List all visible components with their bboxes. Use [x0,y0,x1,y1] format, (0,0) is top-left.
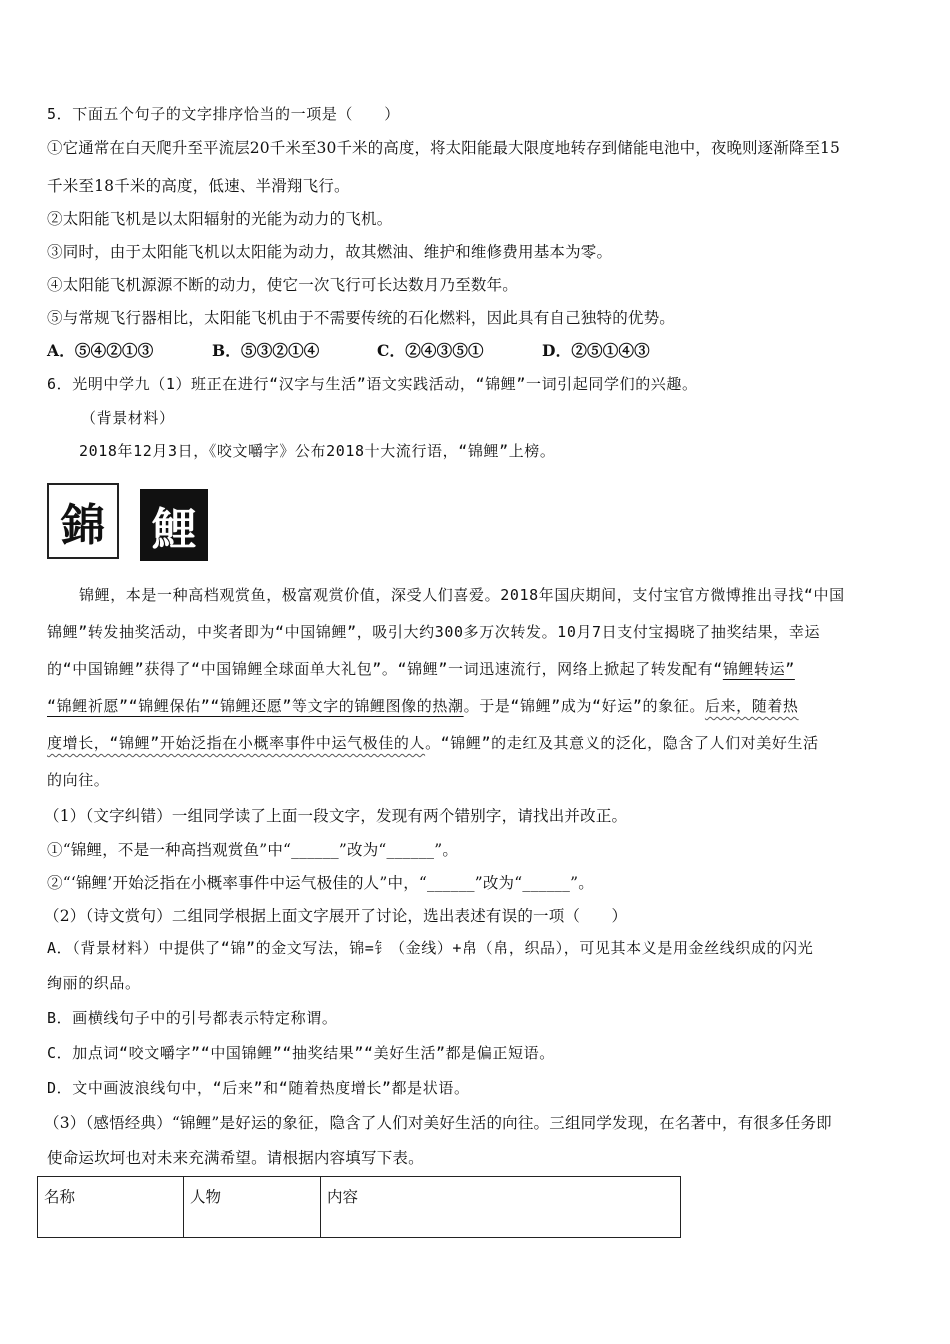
table-row [38,1177,681,1238]
table-header-name: 名称 [38,1177,184,1238]
table-header-content: 内容 [321,1177,681,1238]
answer-table [37,1176,681,1238]
q5-options [47,339,707,361]
underlined-sentence: “锦鲤祈愿”“锦鲤保佑”“锦鲤还愿”等文字的锦鲤图像的热潮 [47,697,464,715]
q5-sentence-1-line-1: ①它通常在白天爬升至平流层20千米至30千米的高度，将太阳能最大限度地转存到储能电池中，夜晚则逐渐降至15 [47,139,840,157]
seal-li-glyph: 鯉 [152,504,196,555]
seal-jin-glyph: 錦 [61,500,105,551]
sub1-item-b: ②“‘锦鲤’开始泛指在小概率事件中运气极佳的人”中，“______”改为“______”。 [47,874,594,892]
sub2-option-c: C．加点词“咬文嚼字”“中国锦鲤”“抽奖结果”“美好生活”都是偏正短语。 [47,1044,555,1062]
q5-option-c[interactable]: C．②④③⑤① [377,341,484,360]
background-material-line: 2018年12月3日，《咬文嚼字》公布2018十大流行语，“锦鲤”上榜。 [79,442,556,460]
sub2-option-b: B．画横线句子中的引号都表示特定称谓。 [47,1009,338,1027]
sub3-stem-line-2: 使命运坎坷也对未来充满希望。请根据内容填写下表。 [47,1149,424,1167]
seal-li-image [140,489,208,561]
background-material-title: （背景材料） [81,409,175,427]
passage-line-2: 锦鲤”转发抽奖活动，中奖者即为“中国锦鲤”，吸引大约300多万次转发。10月7日支付宝揭晓了抽奖结果，幸运 [47,623,821,641]
passage-line-3-text: 的“中国锦鲤”获得了“中国锦鲤全球面单大礼包”。“锦鲤”一词迅速流行，网络上掀起了转发配有“ [47,660,723,678]
passage-line-4 [47,695,799,716]
passage-line-4-text: 。于是“锦鲤”成为“好运”的象征。 [463,697,705,715]
q5-option-d[interactable]: D．②⑤①④③ [542,341,650,360]
sub2-stem: （2）（诗文赏句）二组同学根据上面文字展开了讨论，选出表述有误的一项（ ） [44,907,628,925]
q5-stem: 5．下面五个句子的文字排序恰当的一项是（ ） [47,105,400,123]
wavy-sentence-start: 后来，随着热 [704,697,799,715]
underlined-phrase-start: 锦鲤转运” [722,660,795,678]
wavy-sentence-end: 度增长，“锦鲤”开始泛指在小概率事件中运气极佳的人 [47,734,426,752]
sub1-item-a: ①“锦鲤，不是一种高挡观赏鱼”中“______”改为“______”。 [47,841,459,859]
q5-option-a[interactable]: A．⑤④②①③ [47,341,154,360]
seal-jin-image [47,483,119,559]
passage-line-1: 锦鲤，本是一种高档观赏鱼，极富观赏价值，深受人们喜爱。2018年国庆期间，支付宝官方微博推出寻找“中国 [79,586,845,604]
q5-sentence-5: ⑤与常规飞行器相比，太阳能飞机由于不需要传统的石化燃料，因此具有自己独特的优势。 [47,309,676,327]
q5-sentence-1-line-2: 千米至18千米的高度，低速、半滑翔飞行。 [47,177,350,195]
q5-option-b[interactable]: B．⑤③②①④ [212,341,320,360]
passage-line-6: 的向往。 [47,771,110,789]
q5-sentence-2: ②太阳能飞机是以太阳辐射的光能为动力的飞机。 [47,210,393,228]
sub3-stem-line-1: （3）（感悟经典）“锦鲤”是好运的象征，隐含了人们对美好生活的向往。三组同学发现，在名著中，有很多任务即 [44,1114,832,1132]
q5-sentence-3: ③同时，由于太阳能飞机以太阳能为动力，故其燃油、维护和维修费用基本为零。 [47,243,613,261]
sub2-option-a-line-1: A．（背景材料）中提供了“锦”的金文写法，锦=钅（金线）+帛（帛，织品），可见其本义是用金丝线织成的闪光 [47,939,814,957]
q5-sentence-4: ④太阳能飞机源源不断的动力，使它一次飞行可长达数月乃至数年。 [47,276,519,294]
passage-line-5-text: 。“锦鲤”的走红及其意义的泛化，隐含了人们对美好生活 [425,734,819,752]
q6-stem: 6．光明中学九（1）班正在进行“汉字与生活”语文实践活动，“锦鲤”一词引起同学们的兴趣。 [47,375,698,393]
passage-line-5 [47,732,819,753]
sub2-option-a-line-2: 绚丽的织品。 [47,974,141,992]
sub1-stem: （1）（文字纠错）一组同学读了上面一段文字，发现有两个错别字，请找出并改正。 [44,807,628,825]
sub2-option-d: D．文中画波浪线句中，“后来”和“随着热度增长”都是状语。 [47,1079,470,1097]
passage-line-3 [47,658,795,679]
table-header-person: 人物 [184,1177,321,1238]
